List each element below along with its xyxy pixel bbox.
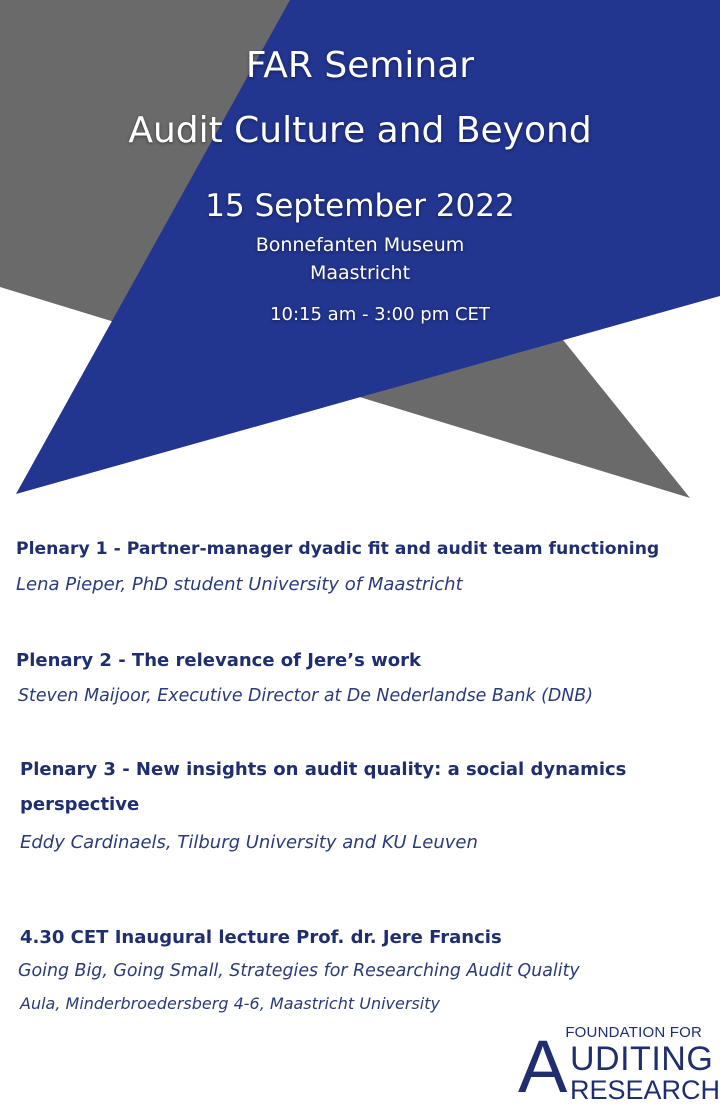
plenary-3-title-line1: Plenary 3 - New insights on audit quality: a social dynamics bbox=[20, 759, 627, 780]
plenary-2-speaker: Steven Maijoor, Executive Director at De Nederlandse Bank (DNB) bbox=[18, 686, 593, 706]
logo-middle-text: UDITING bbox=[570, 1040, 714, 1078]
seminar-subtitle: Audit Culture and Beyond bbox=[128, 110, 592, 151]
inaugural-lecture-title: 4.30 CET Inaugural lecture Prof. dr. Jere Francis bbox=[20, 927, 502, 948]
seminar-title: FAR Seminar bbox=[245, 45, 475, 86]
logo-bottom-text: RESEARCH bbox=[570, 1075, 720, 1105]
venue-city: Maastricht bbox=[309, 262, 411, 284]
event-date: 15 September 2022 bbox=[205, 188, 515, 224]
plenary-3-title-line2: perspective bbox=[20, 794, 140, 815]
far-logo bbox=[518, 1024, 720, 1108]
inaugural-lecture-location: Aula, Minderbroedersberg 4-6, Maastricht University bbox=[20, 994, 440, 1013]
venue-name: Bonnefanten Museum bbox=[255, 234, 465, 256]
logo-top-text: FOUNDATION FOR bbox=[565, 1024, 702, 1041]
event-time: 10:15 am - 3:00 pm CET bbox=[270, 304, 490, 325]
inaugural-lecture-subtitle: Going Big, Going Small, Strategies for Researching Audit Quality bbox=[18, 961, 580, 981]
plenary-1-speaker: Lena Pieper, PhD student University of Maastricht bbox=[16, 574, 463, 595]
plenary-2-title: Plenary 2 - The relevance of Jere’s work bbox=[16, 650, 421, 671]
plenary-3-speaker: Eddy Cardinaels, Tilburg University and KU Leuven bbox=[20, 832, 478, 853]
plenary-1-title: Plenary 1 - Partner-manager dyadic fit and audit team functioning bbox=[16, 539, 660, 559]
logo-letter-a: A bbox=[518, 1025, 568, 1108]
